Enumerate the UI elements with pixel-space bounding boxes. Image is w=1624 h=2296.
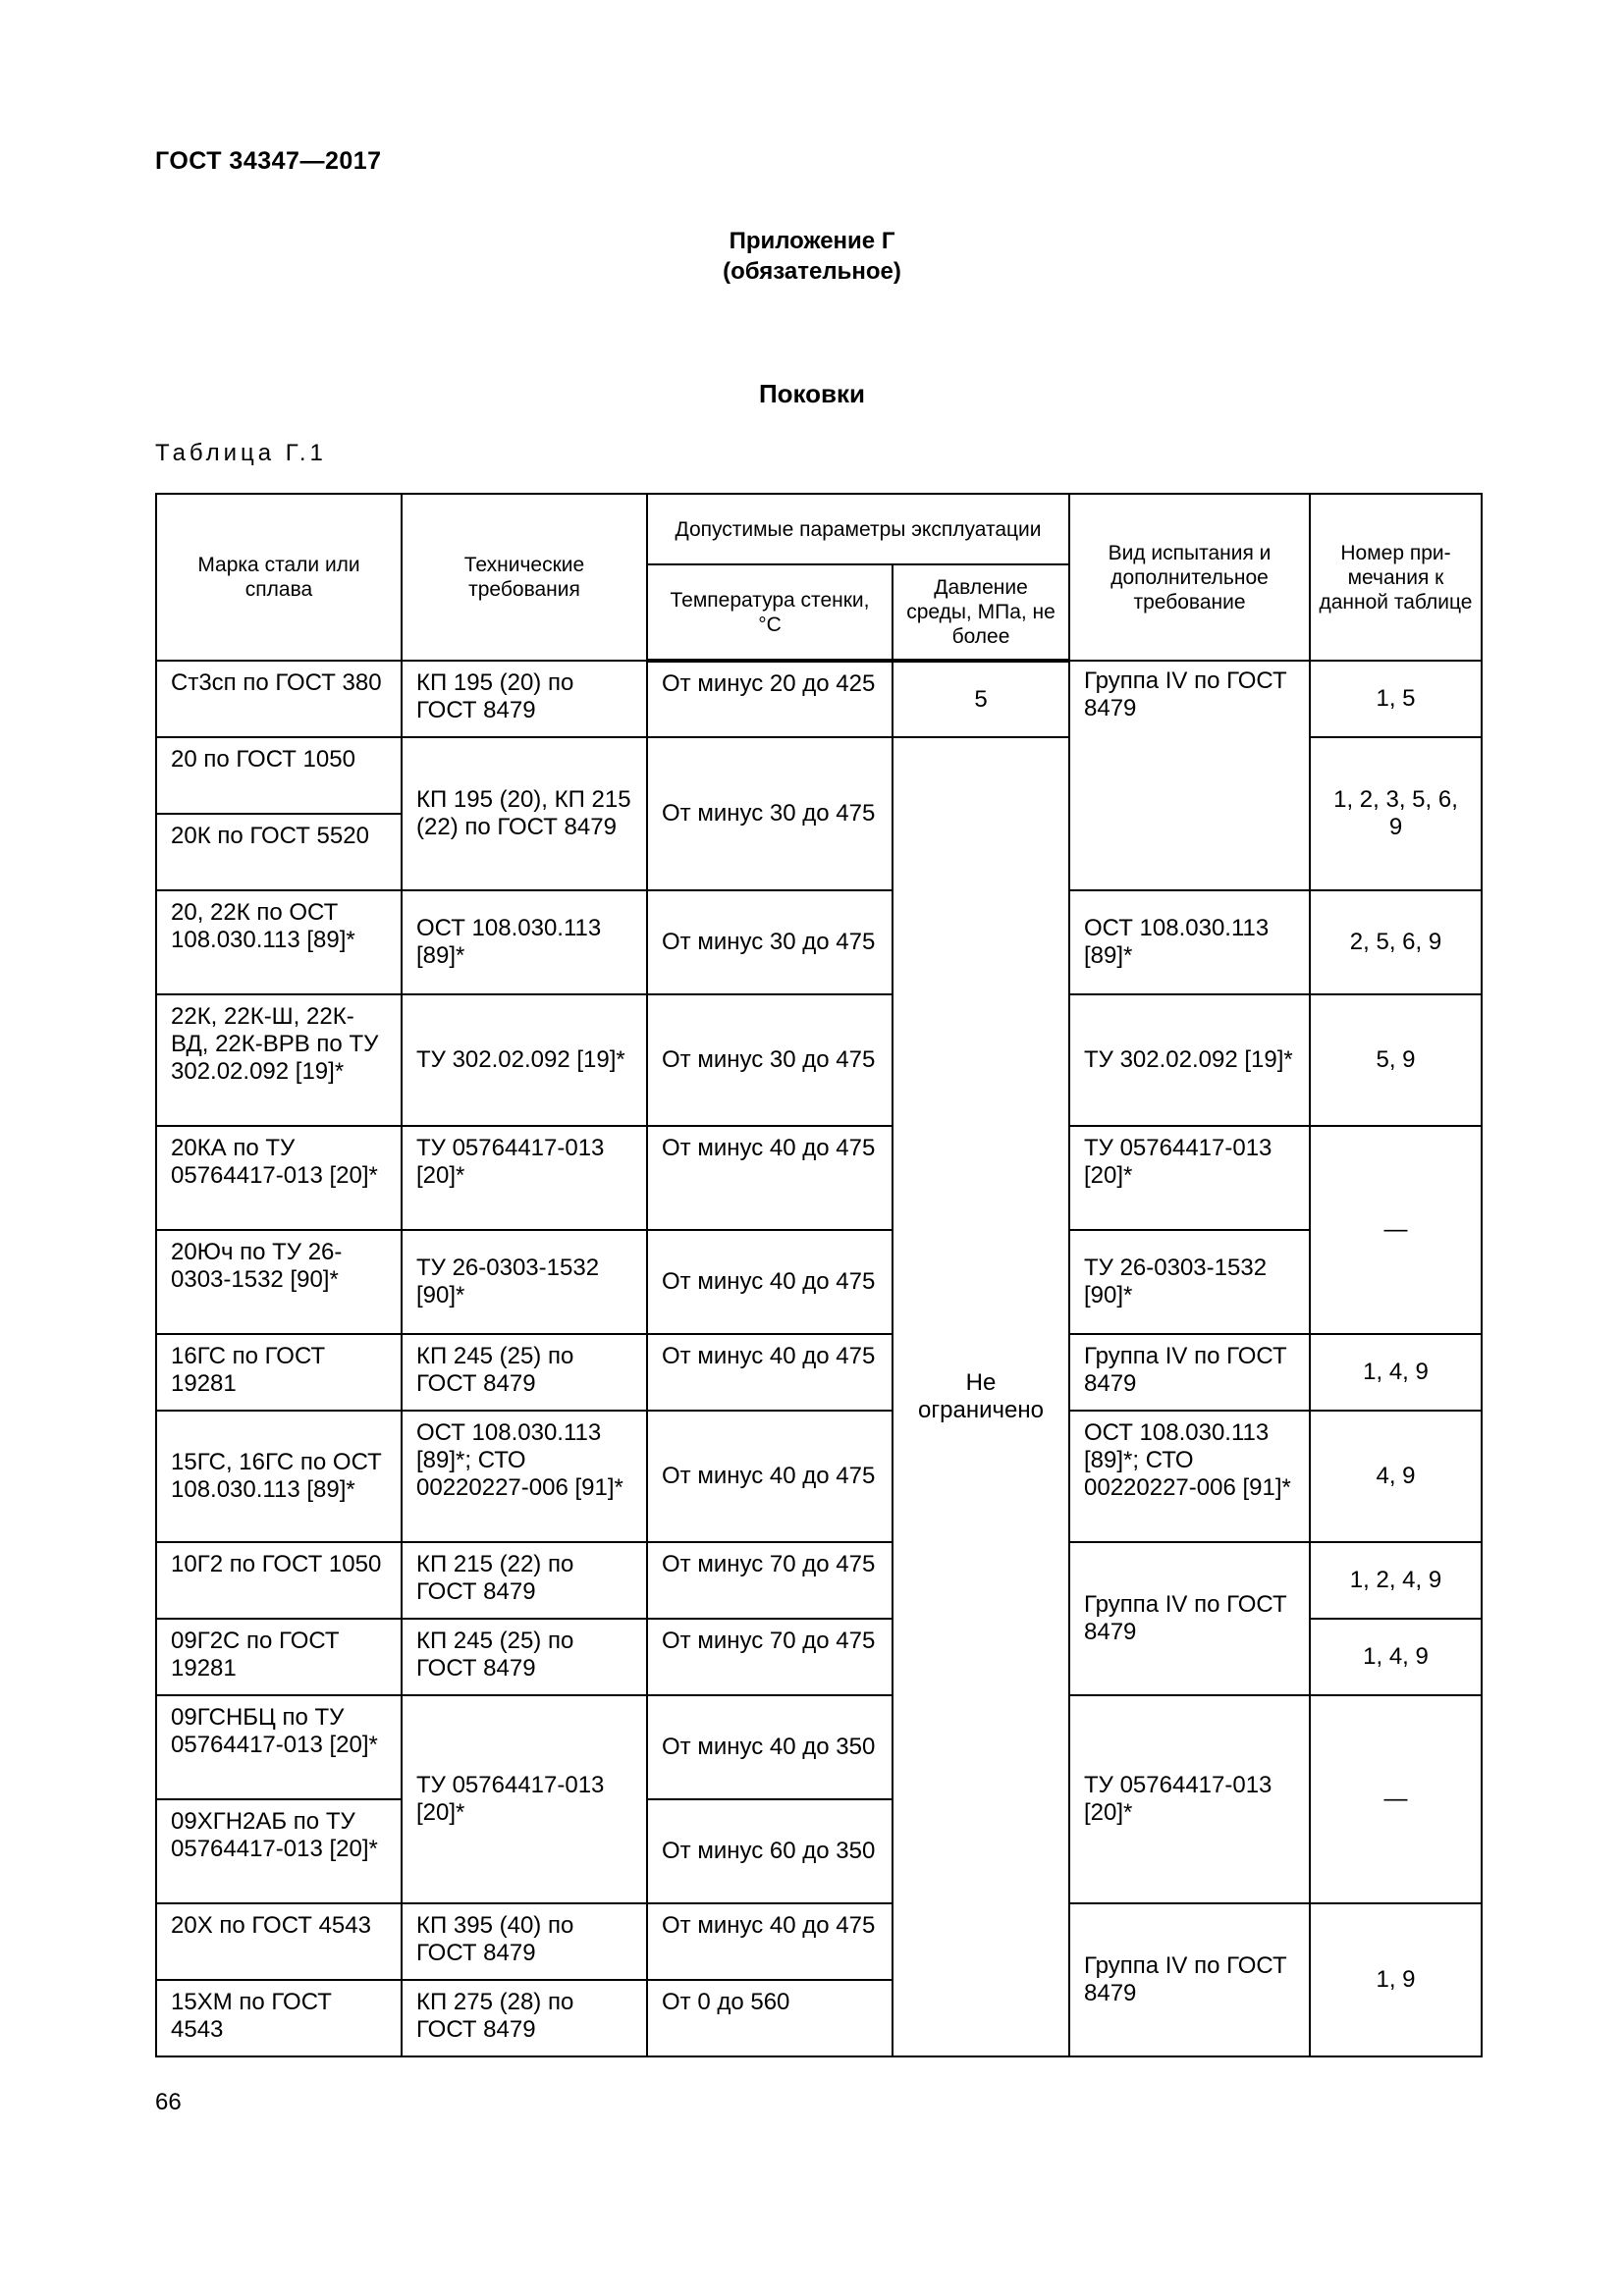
cell-tech-req: ТУ 302.02.092 [19]* xyxy=(402,994,647,1126)
cell-note-no: 1, 2, 3, 5, 6, 9 xyxy=(1310,737,1482,890)
cell-note-no: 1, 5 xyxy=(1310,661,1482,737)
cell-grade: 20, 22К по ОСТ 108.030.113 [89]* xyxy=(156,890,402,994)
cell-tech-req: ТУ 05764417-013 [20]* xyxy=(402,1126,647,1230)
cell-grade: 20Х по ГОСТ 4543 xyxy=(156,1903,402,1980)
cell-grade: 20КА по ТУ 05764417-013 [20]* xyxy=(156,1126,402,1230)
cell-note-no: 5, 9 xyxy=(1310,994,1482,1126)
table-row xyxy=(156,994,1482,1126)
cell-note-no: 1, 9 xyxy=(1310,1903,1482,2056)
col-header-temperature: Температура стенки, °C xyxy=(647,564,893,661)
cell-grade: 10Г2 по ГОСТ 1050 xyxy=(156,1542,402,1619)
cell-test-type: ОСТ 108.030.113 [89]* xyxy=(1069,890,1310,994)
forgings-table xyxy=(155,493,1483,2057)
col-header-note-no: Номер при- мечания к данной таблице xyxy=(1310,494,1482,661)
table-row xyxy=(156,661,1482,737)
appendix-heading xyxy=(0,226,1624,287)
cell-tech-req: КП 245 (25) по ГОСТ 8479 xyxy=(402,1334,647,1411)
cell-tech-req: КП 275 (28) по ГОСТ 8479 xyxy=(402,1980,647,2056)
cell-grade: 15ХМ по ГОСТ 4543 xyxy=(156,1980,402,2056)
table-row xyxy=(156,1695,1482,1799)
cell-grade: 20 по ГОСТ 1050 xyxy=(156,737,402,814)
cell-temperature: От минус 30 до 475 xyxy=(647,890,893,994)
table-label: Таблица Г.1 xyxy=(155,440,327,466)
cell-test-type: ОСТ 108.030.113 [89]*; СТО 00220227-006 [91]* xyxy=(1069,1411,1310,1542)
appendix-title: Приложение Г xyxy=(729,228,895,254)
cell-pressure: Не ограничено xyxy=(893,737,1069,2056)
table-row xyxy=(156,1411,1482,1542)
cell-grade: 09ГСНБЦ по ТУ 05764417-013 [20]* xyxy=(156,1695,402,1799)
section-title: Поковки xyxy=(758,379,866,408)
table-row xyxy=(156,1334,1482,1411)
cell-test-type: Группа IV по ГОСТ 8479 xyxy=(1069,1903,1310,2056)
cell-grade: 15ГС, 16ГС по ОСТ 108.030.113 [89]* xyxy=(156,1411,402,1542)
cell-grade: Ст3сп по ГОСТ 380 xyxy=(156,661,402,737)
cell-temperature: От минус 40 до 475 xyxy=(647,1903,893,1980)
cell-temperature: От минус 40 до 475 xyxy=(647,1126,893,1230)
cell-grade: 20К по ГОСТ 5520 xyxy=(156,814,402,890)
col-header-params: Допустимые параметры эксплуатации xyxy=(647,494,1069,564)
table-row xyxy=(156,1126,1482,1230)
cell-tech-req: КП 195 (20), КП 215 (22) по ГОСТ 8479 xyxy=(402,737,647,890)
cell-tech-req: ОСТ 108.030.113 [89]* xyxy=(402,890,647,994)
cell-temperature: От минус 20 до 425 xyxy=(647,661,893,737)
cell-tech-req: КП 195 (20) по ГОСТ 8479 xyxy=(402,661,647,737)
cell-test-type: ТУ 05764417-013 [20]* xyxy=(1069,1695,1310,1903)
table-row xyxy=(156,1542,1482,1619)
cell-note-no: — xyxy=(1310,1126,1482,1334)
col-header-tech-req: Технические требования xyxy=(402,494,647,661)
cell-temperature: От минус 40 до 350 xyxy=(647,1695,893,1799)
cell-temperature: От минус 60 до 350 xyxy=(647,1799,893,1903)
cell-grade: 22К, 22К-Ш, 22К-ВД, 22К-ВРВ по ТУ 302.02.092 [19]* xyxy=(156,994,402,1126)
cell-note-no: 1, 4, 9 xyxy=(1310,1619,1482,1695)
cell-tech-req: ОСТ 108.030.113 [89]*; СТО 00220227-006 [91]* xyxy=(402,1411,647,1542)
cell-note-no: 2, 5, 6, 9 xyxy=(1310,890,1482,994)
table-row xyxy=(156,890,1482,994)
cell-grade: 16ГС по ГОСТ 19281 xyxy=(156,1334,402,1411)
cell-temperature: От минус 70 до 475 xyxy=(647,1619,893,1695)
document-code: ГОСТ 34347—2017 xyxy=(155,147,382,175)
cell-tech-req: КП 395 (40) по ГОСТ 8479 xyxy=(402,1903,647,1980)
cell-test-type: ТУ 26-0303-1532 [90]* xyxy=(1069,1230,1310,1334)
cell-pressure: 5 xyxy=(893,661,1069,737)
cell-note-no: 4, 9 xyxy=(1310,1411,1482,1542)
cell-tech-req: КП 245 (25) по ГОСТ 8479 xyxy=(402,1619,647,1695)
table-row xyxy=(156,1903,1482,1980)
cell-test-type: Группа IV по ГОСТ 8479 xyxy=(1069,1334,1310,1411)
col-header-pressure: Давление среды, МПа, не более xyxy=(893,564,1069,661)
cell-test-type: ТУ 05764417-013 [20]* xyxy=(1069,1126,1310,1230)
cell-note-no: 1, 2, 4, 9 xyxy=(1310,1542,1482,1619)
cell-test-type: Группа IV по ГОСТ 8479 xyxy=(1069,1542,1310,1695)
page-number: 66 xyxy=(155,2089,182,2115)
table-row xyxy=(156,1230,1482,1334)
cell-temperature: От минус 40 до 475 xyxy=(647,1334,893,1411)
cell-temperature: От минус 30 до 475 xyxy=(647,737,893,890)
cell-temperature: От минус 70 до 475 xyxy=(647,1542,893,1619)
cell-test-type: Группа IV по ГОСТ 8479 xyxy=(1069,661,1310,890)
cell-temperature: От минус 30 до 475 xyxy=(647,994,893,1126)
cell-note-no: 1, 4, 9 xyxy=(1310,1334,1482,1411)
appendix-status: (обязательное) xyxy=(723,258,901,285)
cell-grade: 20Юч по ТУ 26-0303-1532 [90]* xyxy=(156,1230,402,1334)
cell-temperature: От 0 до 560 xyxy=(647,1980,893,2056)
cell-temperature: От минус 40 до 475 xyxy=(647,1411,893,1542)
cell-tech-req: ТУ 26-0303-1532 [90]* xyxy=(402,1230,647,1334)
cell-grade: 09ХГН2АБ по ТУ 05764417-013 [20]* xyxy=(156,1799,402,1903)
cell-test-type: ТУ 302.02.092 [19]* xyxy=(1069,994,1310,1126)
col-header-test-type: Вид испытания и дополнительное требование xyxy=(1069,494,1310,661)
cell-temperature: От минус 40 до 475 xyxy=(647,1230,893,1334)
cell-tech-req: КП 215 (22) по ГОСТ 8479 xyxy=(402,1542,647,1619)
cell-grade: 09Г2С по ГОСТ 19281 xyxy=(156,1619,402,1695)
cell-note-no: — xyxy=(1310,1695,1482,1903)
col-header-grade: Марка стали или сплава xyxy=(156,494,402,661)
cell-tech-req: ТУ 05764417-013 [20]* xyxy=(402,1695,647,1903)
